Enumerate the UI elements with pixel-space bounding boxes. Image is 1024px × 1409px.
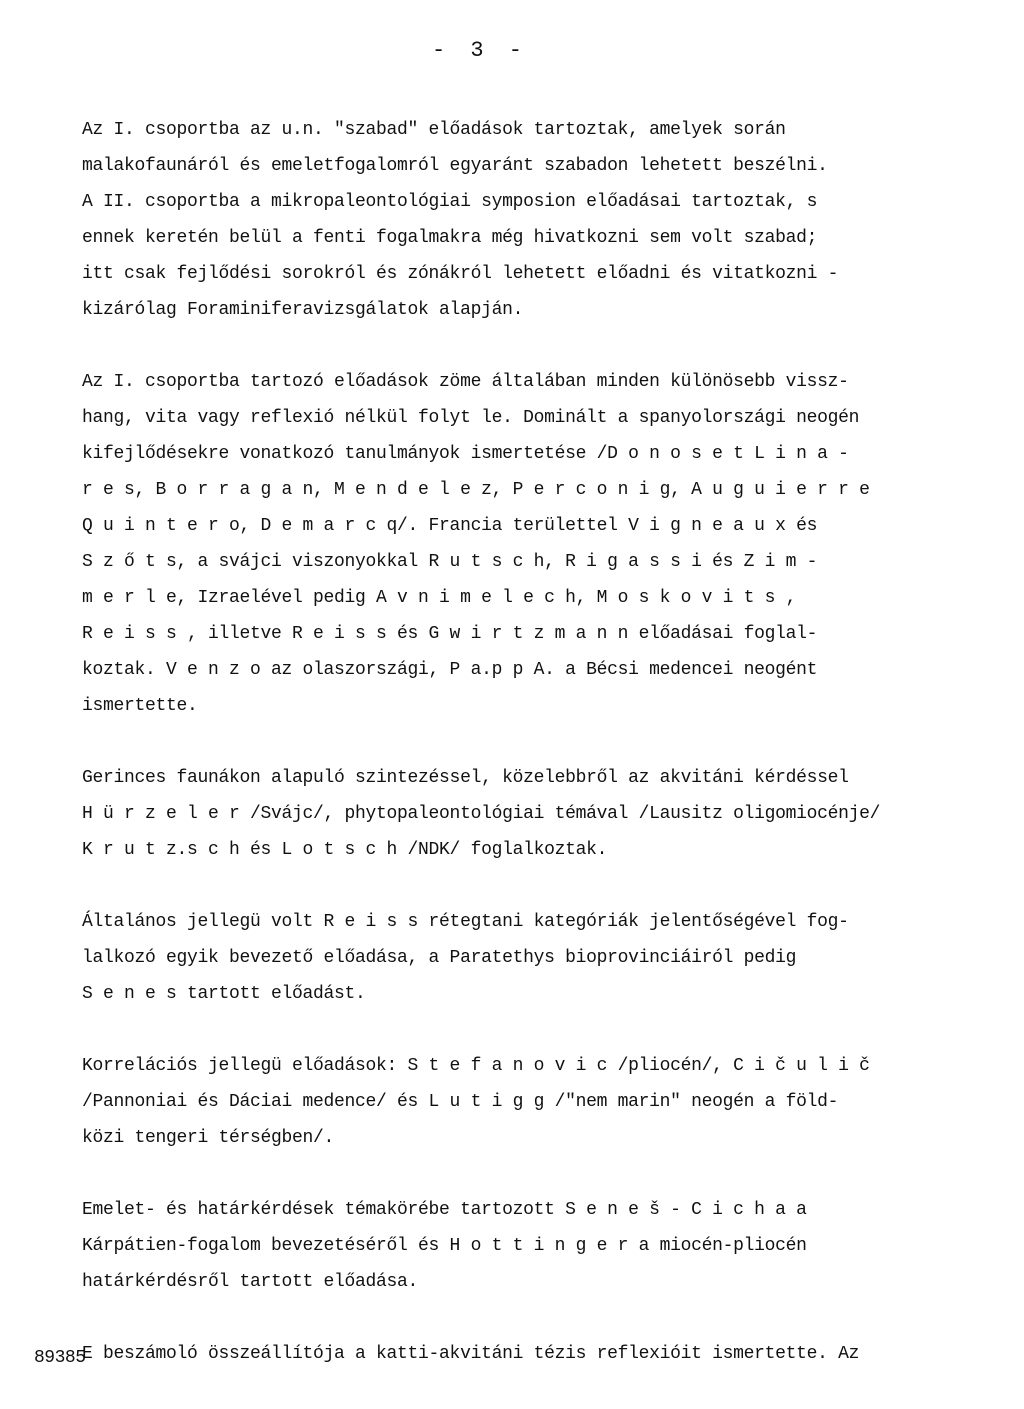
- text-line: r e s, B o r r a g a n, M e n d e l e z, P e r c o n i g, A u g u i e r r e: [82, 480, 870, 500]
- text-line: hang, vita vagy reflexió nélkül folyt le. Dominált a spanyolországi neogén: [82, 408, 860, 428]
- text-line: Általános jellegü volt R e i s s rétegtani kategóriák jelentőségével fog-: [82, 912, 849, 932]
- text-line: malakofaunáról és emeletfogalomról egyaránt szabadon lehetett beszélni.: [82, 156, 828, 176]
- paragraph-4: [82, 904, 942, 1012]
- paragraph-5: [82, 1048, 942, 1156]
- text-line: Az I. csoportba az u.n. "szabad" előadások tartoztak, amelyek során: [82, 120, 786, 140]
- text-line: kizárólag Foraminiferavizsgálatok alapján.: [82, 300, 524, 320]
- text-line: Az I. csoportba tartozó előadások zöme általában minden különösebb vissz-: [82, 372, 849, 392]
- text-line: Gerinces faunákon alapuló szintezéssel, közelebbről az akvitáni kérdéssel: [82, 768, 849, 788]
- page-number: - 3 -: [431, 38, 528, 63]
- text-line: Kárpátien-fogalom bevezetéséről és H o t t i n g e r a miocén-pliocén: [82, 1236, 807, 1256]
- text-line: koztak. V e n z o az olaszországi, P a.p p A. a Bécsi medencei neogént: [82, 660, 818, 680]
- text-line: S z ő t s, a svájci viszonyokkal R u t s c h, R i g a s s i és Z i m -: [82, 552, 818, 572]
- text-line: ismertette.: [82, 696, 198, 716]
- text-line: Korrelációs jellegü előadások: S t e f a n o v i c /pliocén/, C i č u l i č: [82, 1056, 870, 1076]
- text-line: /Pannoniai és Dáciai medence/ és L u t i g g /"nem marin" neogén a föld-: [82, 1092, 839, 1112]
- text-line: ennek keretén belül a fenti fogalmakra még hivatkozni sem volt szabad;: [82, 228, 818, 248]
- text-line: itt csak fejlődési sorokról és zónákról lehetett előadni és vitatkozni -: [82, 264, 839, 284]
- text-line: Q u i n t e r o, D e m a r c q/. Francia területtel V i g n e a u x és: [82, 516, 818, 536]
- text-line: határkérdésről tartott előadása.: [82, 1272, 419, 1292]
- document-code: 89385: [34, 1348, 86, 1368]
- text-line: S e n e s tartott előadást.: [82, 984, 366, 1004]
- text-line: lalkozó egyik bevezető előadása, a Paratethys bioprovinciáiról pedig: [82, 948, 797, 968]
- text-line: R e i s s , illetve R e i s s és G w i r t z m a n n előadásai foglal-: [82, 624, 818, 644]
- text-line: Emelet- és határkérdések témakörébe tartozott S e n e š - C i c h a a: [82, 1200, 807, 1220]
- document-body: [82, 112, 942, 1408]
- text-line: E beszámoló összeállítója a katti-akvitáni tézis reflexióit ismertette. Az: [82, 1344, 860, 1364]
- paragraph-7: [82, 1336, 942, 1372]
- paragraph-1: [82, 112, 942, 328]
- text-line: H ü r z e l e r /Svájc/, phytopaleontológiai témával /Lausitz oligomiocénje/: [82, 804, 881, 824]
- text-line: m e r l e, Izraelével pedig A v n i m e l e c h, M o s k o v i t s ,: [82, 588, 797, 608]
- text-line: K r u t z.s c h és L o t s c h /NDK/ foglalkoztak.: [82, 840, 608, 860]
- paragraph-2: [82, 364, 942, 724]
- text-line: kifejlődésekre vonatkozó tanulmányok ismertetése /D o n o s e t L i n a -: [82, 444, 849, 464]
- paragraph-6: [82, 1192, 942, 1300]
- paragraph-3: [82, 760, 942, 868]
- text-line: közi tengeri térségben/.: [82, 1128, 335, 1148]
- text-line: A II. csoportba a mikropaleontológiai symposion előadásai tartoztak, s: [82, 192, 818, 212]
